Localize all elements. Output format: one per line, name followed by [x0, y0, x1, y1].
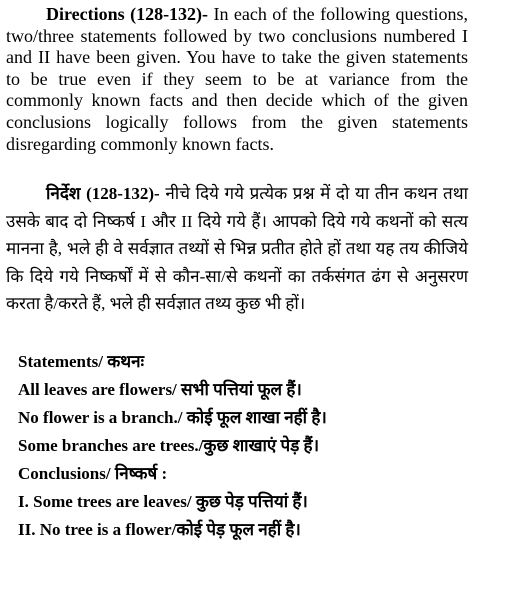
directions-english-label: Directions (128-132)- [46, 4, 209, 24]
statement-3: Some branches are trees./कुछ शाखाएं पेड़ हैं। [18, 436, 320, 455]
directions-english [6, 4, 468, 155]
statements-heading: Statements/ कथनः [18, 352, 145, 371]
directions-hindi [6, 180, 468, 318]
directions-hindi-text: नीचे दिये गये प्रत्येक प्रश्न में दो या तीन कथन तथा उसके बाद दो निष्कर्ष I और II दिये गये हैं। आपको दिये गये कथनों को सत्य मानना है, भले ही वे सर्वज्ञात तथ्यों से भिन्न प्रतीत होते हों तथा यह तय कीजिये कि दिये गये निष्कर्षों में से कौन-सा/से कथनों का तर्कसंगत ढंग से अनुसरण करता है/करते हैं, भले ही सर्वज्ञात तथ्य कुछ भी हों। [6, 184, 468, 313]
conclusions-heading: Conclusions/ निष्कर्ष : [18, 464, 168, 483]
directions-english-text: In each of the following questions, two/three statements followed by two conclusions numbered I and II have been given. You have to take the given statements to be true even if they seem to be at variance from the commonly known facts and then decide which of the given conclusions logically follows from the given statements disregarding commonly known facts. [6, 4, 468, 154]
statement-2: No flower is a branch./ कोई फूल शाखा नहीं है। [18, 408, 327, 427]
directions-hindi-label: निर्देश (128-132)- [46, 184, 160, 203]
conclusion-1: I. Some trees are leaves/ कुछ पेड़ पत्तियां हैं। [18, 492, 308, 511]
conclusion-2: II. No tree is a flower/कोई पेड़ फूल नहीं है। [18, 520, 301, 539]
statement-1: All leaves are flowers/ सभी पत्तियां फूल हैं। [18, 380, 302, 399]
